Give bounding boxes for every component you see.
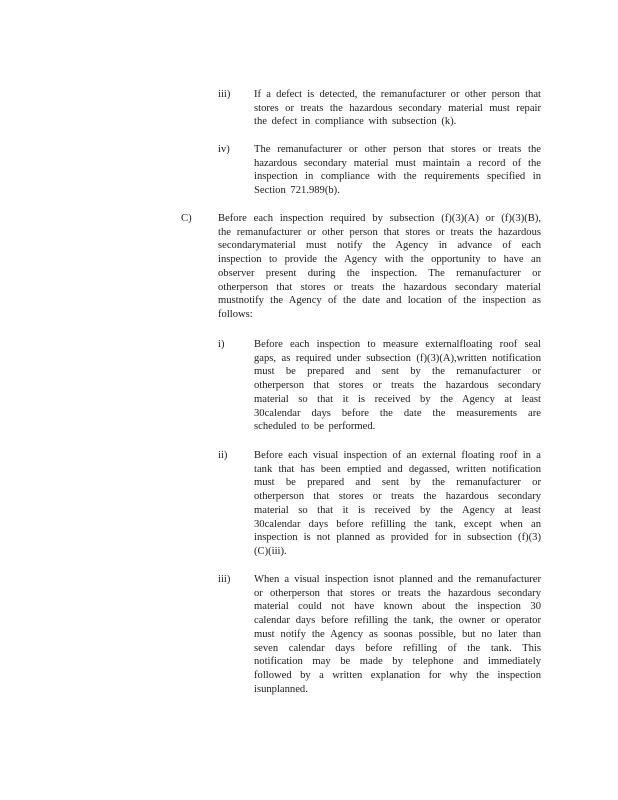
list-marker: iv) — [218, 144, 230, 155]
paragraph-text: Before each visual inspection of an external floating roof in a tank that has been emptied and degassed, written notification must be prepared and sent by the remanufacturer or otherperson that stores or treats the hazardous secondary material so that it is received by the Agency at least 30calendar days before refilling the tank, except when an inspection is not planned as provided for in subsection (f)(3)(C)(iii). — [254, 450, 541, 557]
list-marker: C) — [181, 213, 192, 224]
paragraph-text: If a defect is detected, the remanufacturer or other person that stores or treats the hazardous secondary material must repair the defect in compliance with subsection (k). — [254, 89, 541, 128]
list-marker: i) — [218, 339, 225, 350]
list-marker: ii) — [218, 450, 228, 461]
paragraph-text: The remanufacturer or other person that stores or treats the hazardous secondary material must maintain a record of the inspection in compliance with the requirements specified in Section 721.989(b). — [254, 144, 541, 197]
list-marker: iii) — [218, 574, 231, 585]
paragraph-text: Before each inspection to measure externalfloating roof seal gaps, as required under subsection (f)(3)(A),written notification must be prepared and sent by the remanufacturer or otherperson that stores or treats the hazardous secondary material so that it is received by the Agency at least 30calendar days before the date the measurements are scheduled to be performed. — [254, 339, 541, 433]
paragraph-text: Before each inspection required by subsection (f)(3)(A) or (f)(3)(B), the remanufacturer or other person that stores or treats the hazardous secondarymaterial must notify the Agency in advance of each inspection to provide the Agency with the opportunity to have an observer present during the inspection. The remanufacturer or otherperson that stores or treats the hazardous secondary material mustnotify the Agency of the date and location of the inspection as follows: — [218, 213, 541, 320]
list-marker: iii) — [218, 89, 231, 100]
paragraph-text: When a visual inspection isnot planned and the remanufacturer or otherperson that stores or treats the hazardous secondary material could not have known about the inspection 30 calendar days before refilling the tank, the owner or operator must notify the Agency as soonas possible, but no later than seven calendar days before refilling of the tank. This notification may be made by telephone and immediately followed by a written explanation for why the inspection isunplanned. — [254, 574, 541, 695]
